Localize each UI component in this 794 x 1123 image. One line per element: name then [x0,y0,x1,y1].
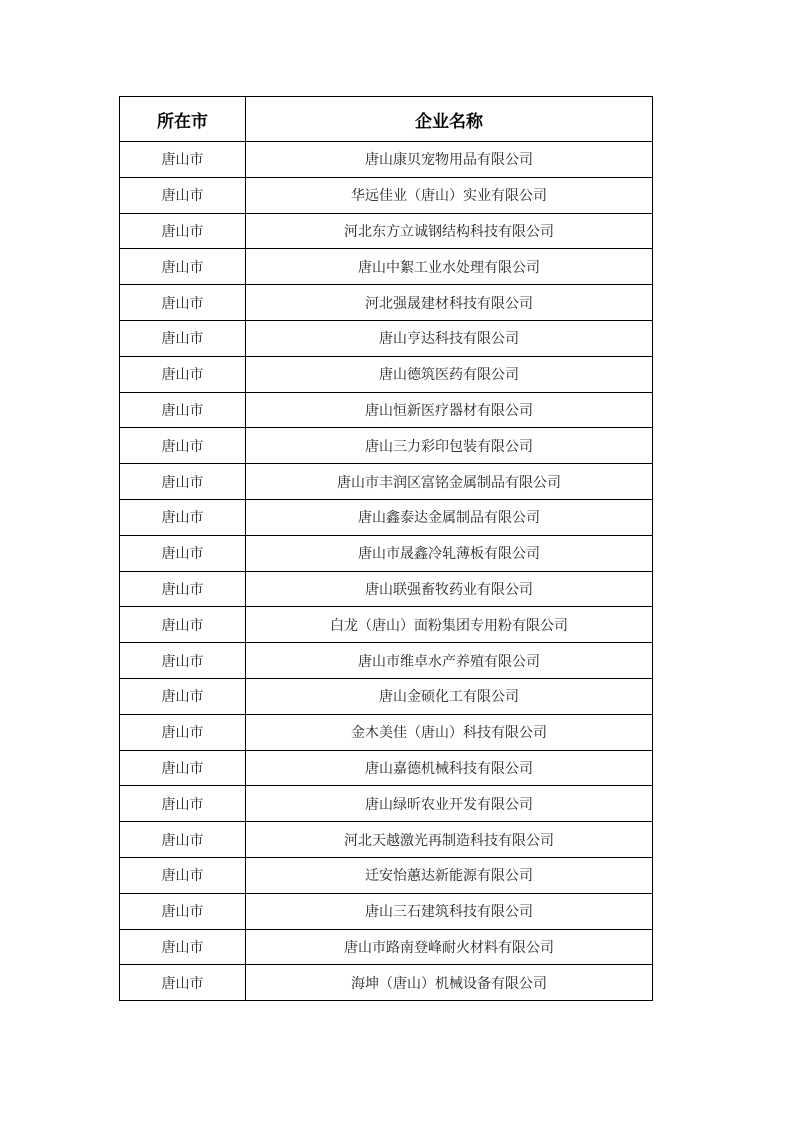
table-row [120,177,653,213]
table-header-row [120,97,653,142]
city-cell: 唐山市 [120,177,246,213]
city-cell: 唐山市 [120,857,246,893]
company-name-cell: 华远佳业（唐山）实业有限公司 [246,177,653,213]
company-name-cell: 唐山嘉德机械科技有限公司 [246,750,653,786]
city-cell: 唐山市 [120,893,246,929]
city-cell: 唐山市 [120,142,246,178]
table-row [120,285,653,321]
company-name-cell: 唐山中絮工业水处理有限公司 [246,249,653,285]
city-cell: 唐山市 [120,643,246,679]
table-row [120,965,653,1001]
city-cell: 唐山市 [120,249,246,285]
table-body [120,142,653,1001]
header-company-name: 企业名称 [246,97,653,142]
company-name-cell: 金木美佳（唐山）科技有限公司 [246,714,653,750]
company-name-cell: 唐山市维卓水产养殖有限公司 [246,643,653,679]
company-name-cell: 白龙（唐山）面粉集团专用粉有限公司 [246,607,653,643]
city-cell: 唐山市 [120,929,246,965]
table-row [120,213,653,249]
city-cell: 唐山市 [120,750,246,786]
city-cell: 唐山市 [120,499,246,535]
table-row [120,750,653,786]
table-row [120,643,653,679]
table-row [120,678,653,714]
company-name-cell: 迁安怡蕙达新能源有限公司 [246,857,653,893]
company-table [119,96,653,1001]
company-name-cell: 唐山金硕化工有限公司 [246,678,653,714]
company-name-cell: 海坤（唐山）机械设备有限公司 [246,965,653,1001]
table-row [120,535,653,571]
table-row [120,786,653,822]
table-row [120,929,653,965]
table-row [120,822,653,858]
city-cell: 唐山市 [120,213,246,249]
table-row [120,571,653,607]
table-row [120,428,653,464]
company-name-cell: 唐山亨达科技有限公司 [246,320,653,356]
company-name-cell: 唐山市路南登峰耐火材料有限公司 [246,929,653,965]
company-name-cell: 唐山市晟鑫冷轧薄板有限公司 [246,535,653,571]
city-cell: 唐山市 [120,320,246,356]
company-name-cell: 唐山联强畜牧药业有限公司 [246,571,653,607]
city-cell: 唐山市 [120,285,246,321]
table-row [120,893,653,929]
city-cell: 唐山市 [120,464,246,500]
company-name-cell: 河北天越激光再制造科技有限公司 [246,822,653,858]
company-name-cell: 唐山三石建筑科技有限公司 [246,893,653,929]
table-row [120,392,653,428]
table-row [120,857,653,893]
table-row [120,464,653,500]
table-row [120,499,653,535]
city-cell: 唐山市 [120,535,246,571]
company-name-cell: 唐山市丰润区富铭金属制品有限公司 [246,464,653,500]
city-cell: 唐山市 [120,678,246,714]
city-cell: 唐山市 [120,822,246,858]
company-name-cell: 河北强晟建材科技有限公司 [246,285,653,321]
city-cell: 唐山市 [120,714,246,750]
table-row [120,356,653,392]
city-cell: 唐山市 [120,965,246,1001]
city-cell: 唐山市 [120,607,246,643]
city-cell: 唐山市 [120,356,246,392]
table-row [120,607,653,643]
table-row [120,714,653,750]
company-name-cell: 唐山三力彩印包装有限公司 [246,428,653,464]
table-row [120,142,653,178]
company-name-cell: 唐山康贝宠物用品有限公司 [246,142,653,178]
header-city: 所在市 [120,97,246,142]
company-name-cell: 唐山德筑医药有限公司 [246,356,653,392]
company-name-cell: 唐山绿昕农业开发有限公司 [246,786,653,822]
city-cell: 唐山市 [120,392,246,428]
table-row [120,320,653,356]
company-name-cell: 唐山恒新医疗器材有限公司 [246,392,653,428]
city-cell: 唐山市 [120,428,246,464]
company-name-cell: 河北东方立诚钢结构科技有限公司 [246,213,653,249]
city-cell: 唐山市 [120,571,246,607]
table-row [120,249,653,285]
company-name-cell: 唐山鑫泰达金属制品有限公司 [246,499,653,535]
city-cell: 唐山市 [120,786,246,822]
